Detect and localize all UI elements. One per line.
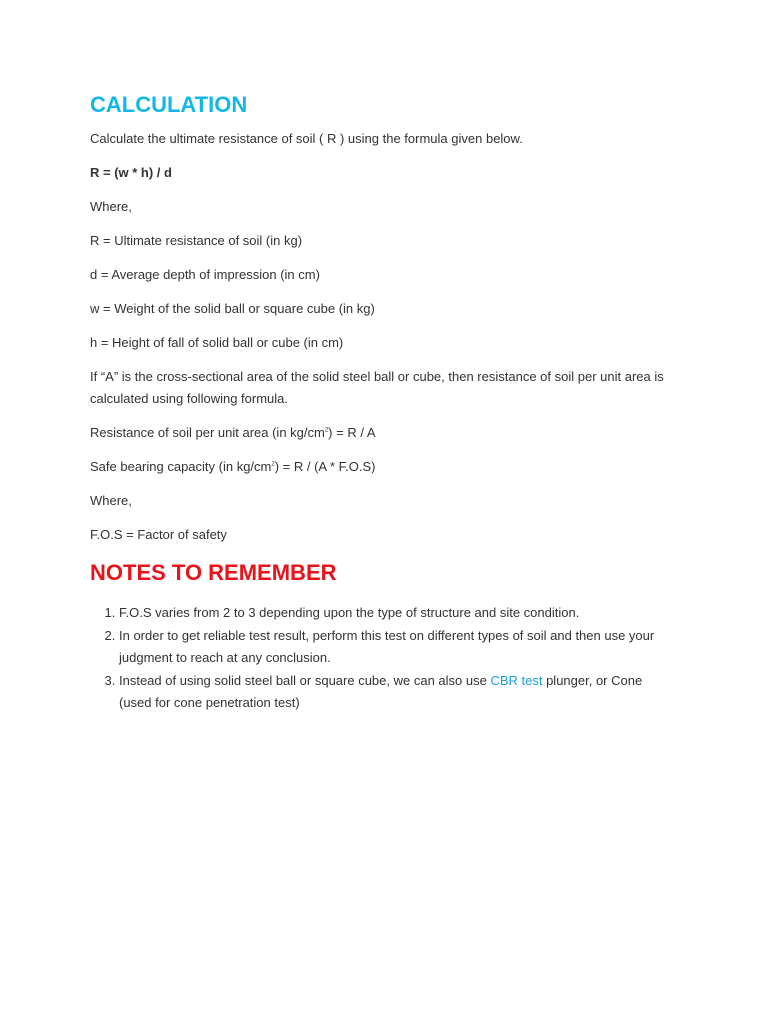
notes-item-3-start: Instead of using solid steel ball or square cube, we can also use: [119, 672, 491, 688]
definition-d: d = Average depth of impression (in cm): [90, 267, 320, 282]
safe-bearing-end: ) = R / (A * F.O.S): [274, 459, 376, 474]
notes-heading: NOTES TO REMEMBER: [90, 560, 337, 585]
area-paragraph: If “A” is the cross-sectional area of the solid steel ball or cube, then resistance of soil per unit area is calculated using following formula.: [90, 369, 664, 406]
notes-list: [90, 602, 678, 715]
definition-h: h = Height of fall of solid ball or cube (in cm): [90, 335, 344, 350]
safe-bearing-superscript: 2: [271, 461, 275, 468]
definition-r: R = Ultimate resistance of soil (in kg): [90, 233, 303, 248]
formula-text: R = (w * h) / d: [90, 165, 172, 180]
notes-item-3-end: plunger, or Cone (used for cone penetration test): [119, 672, 643, 710]
notes-item-2: 2. In order to get reliable test result, perform this test on different types of soil and then use your judgment to reach at any conclusion.: [119, 625, 678, 670]
where-label-2: Where,: [90, 493, 132, 508]
cbr-test-link[interactable]: CBR test: [490, 672, 543, 688]
notes-item-3: [119, 670, 678, 715]
resistance-formula-start: Resistance of soil per unit area (in kg/cm: [90, 425, 325, 440]
safe-bearing-formula: [90, 456, 678, 478]
resistance-formula-end: ) = R / A: [328, 425, 376, 440]
intro-text: Calculate the ultimate resistance of soil ( R ) using the formula given below.: [90, 131, 523, 146]
definition-fos: F.O.S = Factor of safety: [90, 527, 227, 542]
definition-w: w = Weight of the solid ball or square cube (in kg): [90, 301, 375, 316]
resistance-superscript: 2: [324, 427, 329, 434]
resistance-formula: [90, 422, 678, 444]
where-label: Where,: [90, 199, 132, 214]
safe-bearing-start: Safe bearing capacity (in kg/cm: [90, 459, 272, 474]
calculation-heading: CALCULATION: [90, 92, 248, 117]
notes-item-1: 1. F.O.S varies from 2 to 3 depending upon the type of structure and site condition.: [119, 602, 678, 625]
